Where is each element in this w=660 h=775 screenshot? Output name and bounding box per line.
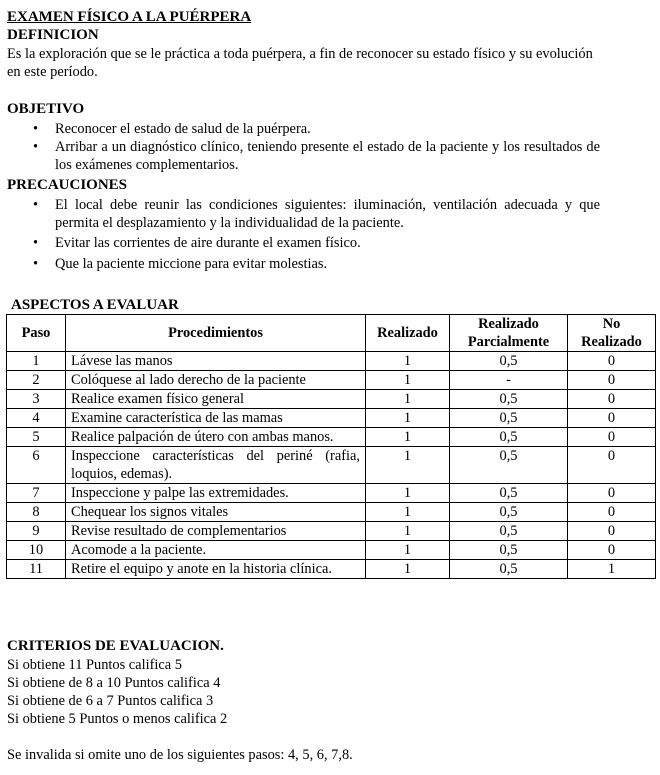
no-realizado-cell: 0: [568, 503, 656, 522]
paso-cell: 4: [7, 409, 66, 428]
evaluation-table: [6, 314, 656, 579]
table-row: [7, 541, 656, 560]
paso-cell: 5: [7, 428, 66, 447]
realizado-cell: 1: [366, 447, 450, 484]
bullet-icon: •: [33, 197, 39, 213]
table-row: [7, 503, 656, 522]
precauciones-heading: PRECAUCIONES: [7, 177, 128, 193]
parcial-cell: 0,5: [450, 409, 568, 428]
paso-cell: 2: [7, 371, 66, 390]
aspectos-heading: ASPECTOS A EVALUAR: [11, 297, 179, 313]
no-realizado-cell: 1: [568, 560, 656, 579]
criterio-line: Si obtiene 5 Puntos o menos califica 2: [7, 711, 228, 727]
table-row: [7, 560, 656, 579]
objetivo-item: • Reconocer el estado de salud de la puérpera.: [33, 121, 311, 137]
parcial-cell: 0,5: [450, 352, 568, 371]
col-header-procedimientos: Procedimientos: [66, 315, 366, 352]
paso-cell: 7: [7, 484, 66, 503]
no-realizado-cell: 0: [568, 447, 656, 484]
table-row: [7, 447, 656, 484]
parcial-cell: 0,5: [450, 447, 568, 484]
bullet-icon: •: [33, 121, 39, 137]
procedimiento-cell: Lávese las manos: [66, 352, 366, 371]
criterio-line: Si obtiene de 6 a 7 Puntos califica 3: [7, 693, 214, 709]
realizado-cell: 1: [366, 371, 450, 390]
no-realizado-cell: 0: [568, 352, 656, 371]
procedimiento-cell: Retire el equipo y anote en la historia clínica.: [66, 560, 366, 579]
paso-cell: 11: [7, 560, 66, 579]
no-realizado-cell: 0: [568, 522, 656, 541]
definicion-heading: DEFINICION: [7, 27, 99, 43]
procedimiento-cell: Inspeccione y palpe las extremidades.: [66, 484, 366, 503]
bullet-icon: •: [33, 256, 39, 272]
procedimiento-cell: Examine característica de las mamas: [66, 409, 366, 428]
realizado-cell: 1: [366, 409, 450, 428]
parcial-cell: 0,5: [450, 522, 568, 541]
parcial-cell: 0,5: [450, 503, 568, 522]
objetivo-heading: OBJETIVO: [7, 101, 85, 117]
parcial-cell: 0,5: [450, 428, 568, 447]
objetivo-item: • Arribar a un diagnóstico clínico, teniendo presente el estado de la paciente y los resultados de los exámenes complementarios.: [33, 139, 600, 173]
parcial-cell: 0,5: [450, 560, 568, 579]
no-realizado-cell: 0: [568, 409, 656, 428]
table-row: [7, 409, 656, 428]
realizado-cell: 1: [366, 541, 450, 560]
realizado-cell: 1: [366, 352, 450, 371]
procedimiento-cell: Chequear los signos vitales: [66, 503, 366, 522]
no-realizado-cell: 0: [568, 390, 656, 409]
criterio-line: Si obtiene de 8 a 10 Puntos califica 4: [7, 675, 221, 691]
no-realizado-cell: 0: [568, 541, 656, 560]
bullet-icon: •: [33, 139, 39, 155]
no-realizado-cell: 0: [568, 428, 656, 447]
definicion-text: Es la exploración que se le práctica a toda puérpera, a fin de reconocer su estado físico y su evolución en este período.: [7, 46, 593, 80]
criterio-line: Si obtiene 11 Puntos califica 5: [7, 657, 182, 673]
table-row: [7, 390, 656, 409]
precauciones-item: • Evitar las corrientes de aire durante el examen físico.: [33, 235, 361, 251]
no-realizado-cell: 0: [568, 371, 656, 390]
table-row: [7, 352, 656, 371]
procedimiento-cell: Acomode a la paciente.: [66, 541, 366, 560]
col-header-parcial: Realizado Parcialmente: [450, 315, 568, 352]
procedimiento-cell: Revise resultado de complementarios: [66, 522, 366, 541]
no-realizado-cell: 0: [568, 484, 656, 503]
table-header-row: [7, 315, 656, 352]
parcial-cell: -: [450, 371, 568, 390]
bullet-icon: •: [33, 235, 39, 251]
objetivo-list: [0, 120, 600, 174]
precauciones-item: • Que la paciente miccione para evitar molestias.: [33, 256, 328, 272]
page-title: EXAMEN FÍSICO A LA PUÉRPERA: [7, 9, 252, 25]
table-row: [7, 371, 656, 390]
paso-cell: 8: [7, 503, 66, 522]
col-header-no-realizado: No Realizado: [568, 315, 656, 352]
parcial-cell: 0,5: [450, 541, 568, 560]
realizado-cell: 1: [366, 522, 450, 541]
table-row: [7, 522, 656, 541]
criterios-heading: CRITERIOS DE EVALUACION.: [7, 638, 224, 654]
realizado-cell: 1: [366, 560, 450, 579]
paso-cell: 10: [7, 541, 66, 560]
table-row: [7, 428, 656, 447]
parcial-cell: 0,5: [450, 390, 568, 409]
precauciones-item: • El local debe reunir las condiciones siguientes: iluminación, ventilación adecuada y que permita el desplazamiento y la individualidad de la paciente.: [33, 197, 600, 231]
realizado-cell: 1: [366, 390, 450, 409]
realizado-cell: 1: [366, 484, 450, 503]
procedimiento-cell: Realice examen físico general: [66, 390, 366, 409]
paso-cell: 3: [7, 390, 66, 409]
paso-cell: 1: [7, 352, 66, 371]
procedimiento-cell: Colóquese al lado derecho de la paciente: [66, 371, 366, 390]
procedimiento-cell: Inspeccione características del periné (rafia, loquios, edemas).: [66, 447, 366, 484]
criterios-note: Se invalida si omite uno de los siguientes pasos: 4, 5, 6, 7,8.: [7, 747, 353, 763]
realizado-cell: 1: [366, 428, 450, 447]
col-header-paso: Paso: [7, 315, 66, 352]
paso-cell: 9: [7, 522, 66, 541]
col-header-realizado: Realizado: [366, 315, 450, 352]
realizado-cell: 1: [366, 503, 450, 522]
parcial-cell: 0,5: [450, 484, 568, 503]
precauciones-list: [0, 196, 600, 273]
paso-cell: 6: [7, 447, 66, 484]
procedimiento-cell: Realice palpación de útero con ambas manos.: [66, 428, 366, 447]
table-row: [7, 484, 656, 503]
